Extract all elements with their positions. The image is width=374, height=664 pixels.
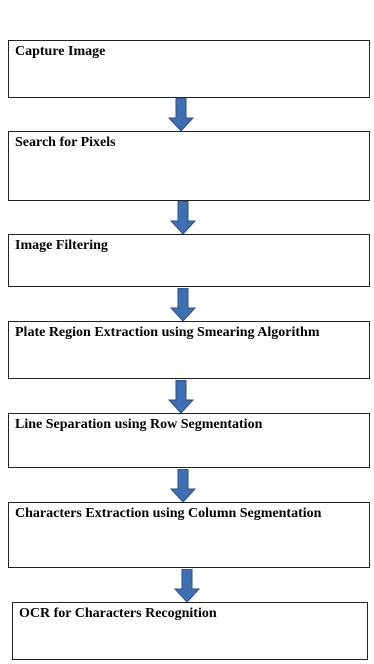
step-ocr-recognition (12, 602, 368, 660)
down-arrow-icon (170, 288, 196, 322)
step-characters-extraction (8, 502, 370, 568)
step-image-filtering (8, 234, 370, 287)
step-label: Capture Image (15, 44, 106, 59)
step-label: Line Separation using Row Segmentation (15, 417, 263, 432)
step-label: Characters Extraction using Column Segmentation (15, 506, 322, 521)
step-line-separation (8, 413, 370, 468)
step-search-pixels (8, 131, 370, 201)
step-plate-region-extraction (8, 321, 370, 379)
down-arrow-icon (168, 98, 194, 132)
down-arrow-icon (168, 380, 194, 414)
down-arrow-icon (170, 469, 196, 503)
down-arrow-icon (174, 569, 200, 603)
step-label: OCR for Characters Recognition (19, 606, 217, 621)
step-label: Search for Pixels (15, 135, 116, 150)
step-capture-image (8, 40, 370, 98)
step-label: Plate Region Extraction using Smearing Algorithm (15, 325, 320, 340)
down-arrow-icon (170, 201, 196, 235)
step-label: Image Filtering (15, 238, 108, 253)
